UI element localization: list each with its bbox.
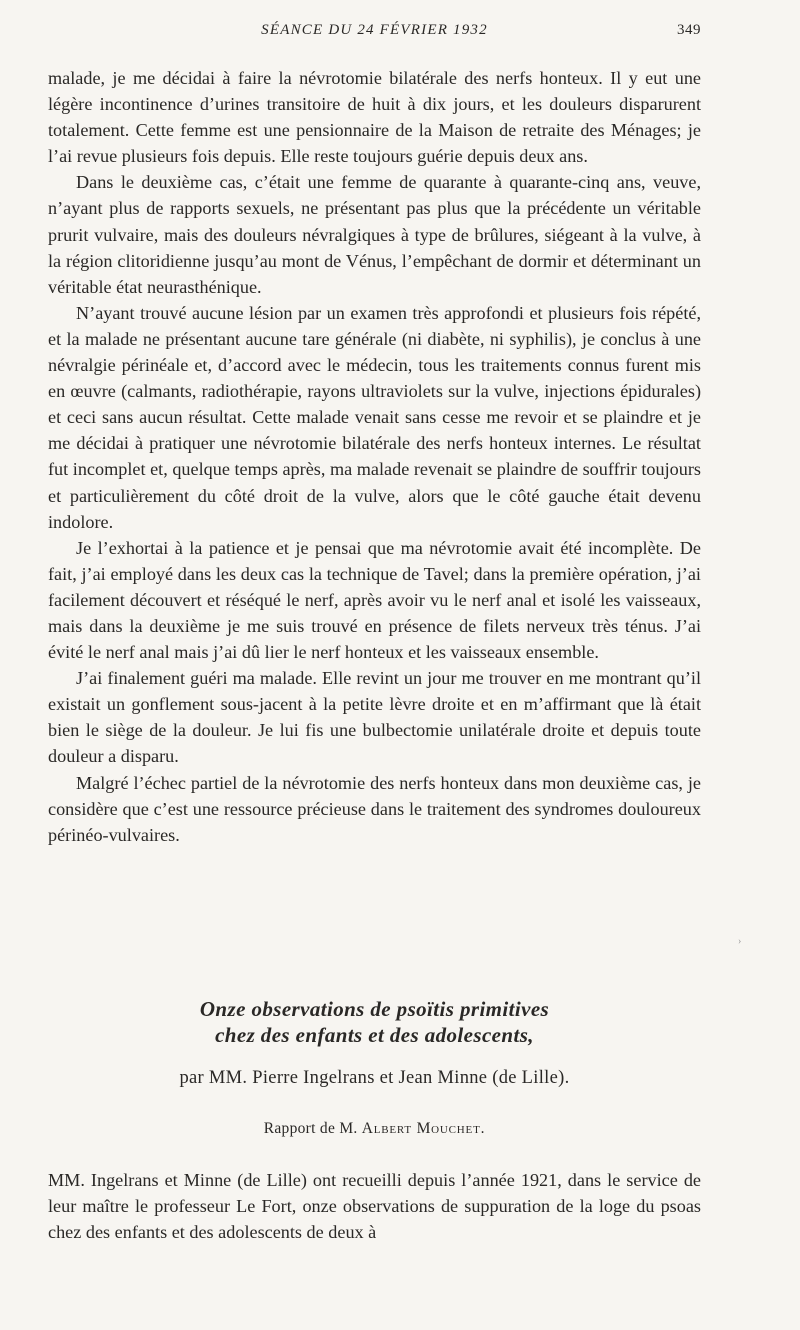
article-authors: par MM. Pierre Ingelrans et Jean Minne (de Lille).	[179, 1068, 570, 1088]
paragraph-6: Malgré l’échec partiel de la névrotomie des nerfs honteux dans mon deuxième cas, je considère que c’est une ressource précieuse dans le traitement des syndromes douloureux périnéo-vulvaires.	[48, 772, 701, 845]
paragraph-2: Dans le deuxième cas, c’était une femme de quarante à quarante-cinq ans, veuve, n’ayant plus de rapports sexuels, ne présentant pas plus que la précédente un véritable prurit vulvaire, mais des douleurs névralgiques à type de brûlures, siégeant à la vulve, à la région clitoridienne jusqu’au mont de Vénus, l’empêchant de dormir et déterminant un véritable état neurasthénique.	[48, 172, 701, 297]
article-title	[48, 996, 701, 1048]
page-number: 349	[677, 22, 701, 38]
running-title: SÉANCE DU 24 FÉVRIER 1932	[261, 22, 488, 38]
article-title-line-1: Onze observations de psoïtis primitives	[199, 997, 550, 1021]
paragraph-4: Je l’exhortai à la patience et je pensai que ma névrotomie avait été incomplète. De fait, j’ai employé dans les deux cas la technique de Tavel; dans la première opération, j’ai facilement découvert et réséqué le nerf, après avoir vu le nerf anal et isolé les vaisseaux, mais dans la deuxième je me suis trouvé en présence de filets nerveux très ténus. J’ai évité le nerf anal mais j’ai dû lier le nerf honteux et les vaisseaux ensemble.	[48, 537, 701, 663]
paragraph-3: N’ayant trouvé aucune lésion par un examen très approfondi et plusieurs fois répété, et la malade ne présentant aucune tare générale (ni diabète, ni syphilis), je conclus à une névralgie périnéale et, d’accord avec le médecin, tous les traitements connus furent mis en œuvre (calmants, radiothérapie, rayons ultraviolets sur la vulve, injections épidurales) et ceci sans aucun résultat. Cette malade venait sans cesse me revoir et se plaindre et je me décidai à pratiquer une névrotomie bilatérale des nerfs honteux internes. Le résultat fut incomplet et, quelque temps après, ma malade revenait se plaindre de souffrir toujours et particulièrement du côté droit de la vulve, alors que le côté gauche était devenu indolore.	[48, 302, 701, 532]
report-text	[48, 1167, 701, 1245]
running-head	[48, 22, 701, 44]
report-prefix: Rapport de M.	[263, 1120, 358, 1137]
report-paragraph: MM. Ingelrans et Minne (de Lille) ont recueilli depuis l’année 1921, dans le service de leur maître le professeur Le Fort, onze observations de suppuration de la loge du psoas chez des enfants et des adolescents de deux à	[48, 1170, 701, 1243]
paragraph-1: malade, je me décidai à faire la névrotomie bilatérale des nerfs honteux. Il y eut une légère incontinence d’urines transitoire de huit à dix jours, et les douleurs disparurent totalement. Cette femme est une pensionnaire de la Maison de retraite des Ménages; je l’ai revue plusieurs fois depuis. Elle reste toujours guérie depuis deux ans.	[48, 68, 701, 167]
article-title-line-2: chez des enfants et des adolescents,	[215, 1023, 534, 1047]
report-author: Albert Mouchet.	[361, 1120, 486, 1137]
report-byline	[48, 1120, 701, 1138]
margin-mark: ›	[738, 936, 742, 947]
body-text	[48, 65, 701, 848]
paragraph-5: J’ai finalement guéri ma malade. Elle revint un jour me trouver en me montrant qu’il existait un gonflement sous-jacent à la petite lèvre droite et en m’affirmant que là était bien le siège de la douleur. Je lui fis une bulbectomie unilatérale droite et depuis toute douleur a disparu.	[48, 668, 701, 767]
